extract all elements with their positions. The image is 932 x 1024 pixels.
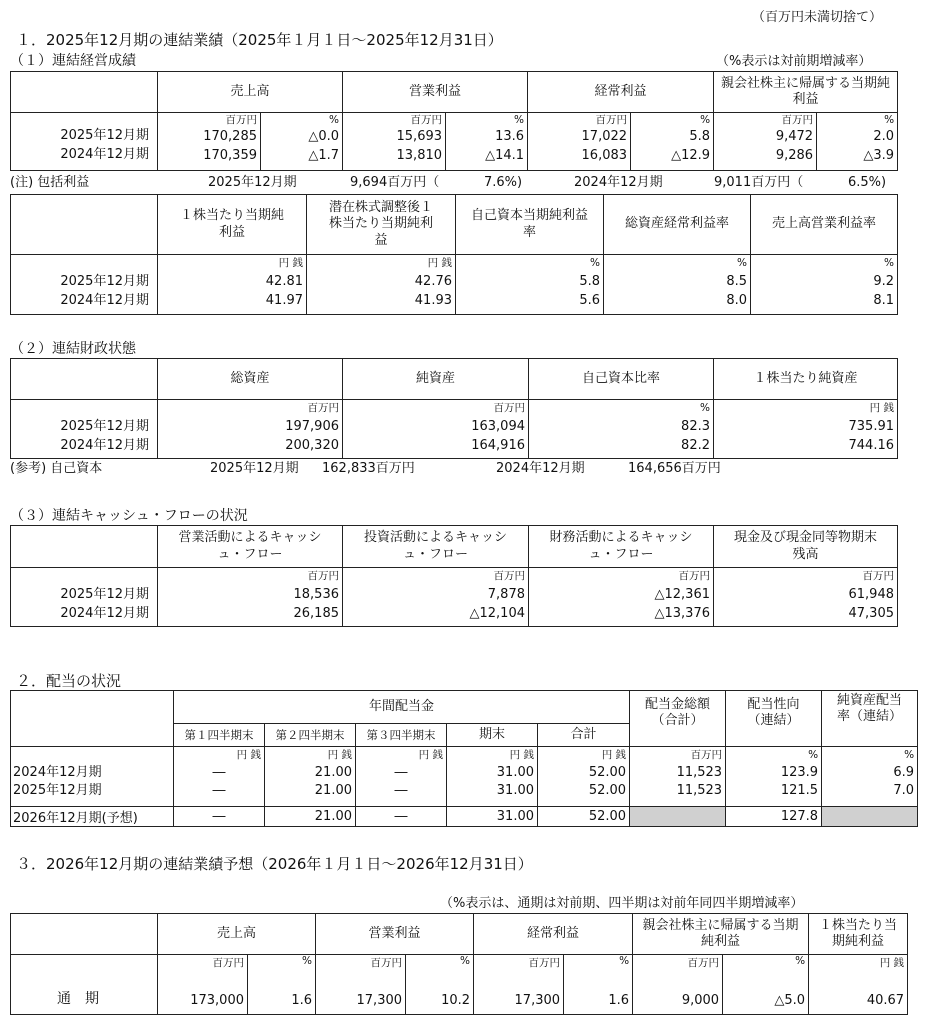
row-label: 2025年12月期 <box>60 419 149 434</box>
cell-value: 173,000 <box>190 993 244 1008</box>
header-sales: 売上高 <box>158 72 343 113</box>
header-doe: 純資産配当率（連結） <box>822 691 918 747</box>
header-investing-cf: 投資活動によるキャッシュ・フロー <box>343 526 529 568</box>
cell-value: 2.0 <box>873 129 895 144</box>
ref-value-1: 162,833百万円 <box>322 461 415 476</box>
unit: 円 銭 <box>879 957 905 969</box>
cell-value: 9.2 <box>873 274 894 289</box>
col-op-margin <box>751 255 898 315</box>
header-eps: １株当たり当期純利益 <box>809 914 908 955</box>
cell-value: 170,285 <box>203 129 257 144</box>
subsection-operating-results: （１）連結経営成績 <box>10 53 136 69</box>
col-ord-pct <box>631 113 714 171</box>
col-roe <box>456 255 604 315</box>
cell-value: 8.1 <box>873 293 894 308</box>
unit: 百万円 <box>307 402 339 414</box>
cell-value: 744.16 <box>848 438 894 453</box>
cell-value: ― <box>212 783 226 798</box>
row-label: 2024年12月期 <box>60 606 149 621</box>
header-year-end: 期末 <box>447 724 538 747</box>
cell-value: 5.8 <box>689 129 711 144</box>
col-total-assets <box>158 400 343 459</box>
header-equity-ratio: 自己資本比率 <box>529 359 714 400</box>
unit: 円 銭 <box>427 257 452 269</box>
corner-cell <box>11 359 158 400</box>
col-eps <box>158 255 307 315</box>
comp-rate-1: 7.6%) <box>484 175 523 190</box>
header-financing-cf: 財務活動によるキャッシュ・フロー <box>529 526 714 568</box>
header-roe: 自己資本当期純利益率 <box>456 195 604 255</box>
header-annual-dividend: 年間配当金 <box>174 691 630 724</box>
comp-value-2: 9,011百万円（ <box>714 175 804 190</box>
header-sales: 売上高 <box>158 914 316 955</box>
cell-value: 735.91 <box>848 419 894 434</box>
cell-value: 52.00 <box>588 783 627 798</box>
subsection-financial-position: （２）連結財政状態 <box>10 341 136 357</box>
row-label: 2024年12月期 <box>60 293 149 308</box>
section-2-title: ２．配当の状況 <box>16 672 122 690</box>
header-bps: １株当たり純資産 <box>714 359 898 400</box>
unit: % <box>619 955 630 967</box>
comp-period-1: 2025年12月期 <box>208 175 297 190</box>
section-1-title: １．2025年12月期の連結業績（2025年１月１日～2025年12月31日） <box>16 31 503 49</box>
header-operating-profit: 営業利益 <box>343 72 528 113</box>
cell-value: 1.6 <box>608 993 630 1008</box>
cell-value: 18,536 <box>293 587 339 602</box>
col-op <box>316 955 406 1015</box>
unit: 百万円 <box>212 957 244 969</box>
header-cash-equivalents: 現金及び現金同等物期末残高 <box>714 526 898 568</box>
cell-value: 127.8 <box>726 807 822 827</box>
cell-value: 17,300 <box>514 993 561 1008</box>
unit: % <box>302 955 313 967</box>
ref-period-1: 2025年12月期 <box>210 461 299 476</box>
header-ordinary-profit: 経常利益 <box>528 72 714 113</box>
col-net <box>714 113 817 171</box>
col-ord <box>474 955 564 1015</box>
unit: % <box>590 257 600 269</box>
col-cash-equivalents <box>714 568 898 627</box>
col-diluted-eps <box>307 255 456 315</box>
comp-rate-2: 6.5%) <box>848 175 887 190</box>
cell-value: 5.8 <box>579 274 600 289</box>
cell-value: 121.5 <box>780 783 819 798</box>
col-sales-pct <box>248 955 316 1015</box>
cell-value: ― <box>174 807 265 827</box>
row-labels <box>11 400 158 459</box>
col-eps <box>809 955 908 1015</box>
header-net-assets: 純資産 <box>343 359 529 400</box>
cell-value: 164,916 <box>471 438 525 453</box>
cell-value: 11,523 <box>676 783 723 798</box>
unit: % <box>795 955 806 967</box>
unit: 百万円 <box>862 570 894 582</box>
col-q2 <box>265 747 356 807</box>
header-ordinary-profit: 経常利益 <box>474 914 633 955</box>
unit: % <box>884 114 895 126</box>
unit: 円 銭 <box>601 749 627 761</box>
cell-value: 82.2 <box>681 438 710 453</box>
corner-cell <box>11 914 158 955</box>
unit: 百万円 <box>690 749 723 761</box>
cell-value: △12,361 <box>654 587 710 602</box>
col-op-pct <box>406 955 474 1015</box>
cell-value: 13,810 <box>396 148 443 163</box>
cell-value: 42.76 <box>414 274 452 289</box>
col-net-pct <box>817 113 898 171</box>
header-q1: 第１四半期末 <box>174 724 265 747</box>
comprehensive-income-label: (注) 包括利益 <box>10 175 90 190</box>
cell-value: 82.3 <box>681 419 710 434</box>
cell-value: 41.93 <box>414 293 452 308</box>
row-label: 2024年12月期 <box>60 147 149 162</box>
col-ord <box>528 113 631 171</box>
row-label: 2024年12月期 <box>13 765 102 780</box>
financial-position-table <box>10 358 898 459</box>
cell-value: △3.9 <box>863 148 895 163</box>
cell-value: 31.00 <box>496 783 534 798</box>
cell-value: 8.5 <box>726 274 747 289</box>
row-label: 2025年12月期 <box>60 128 149 143</box>
col-ord-pct <box>564 955 633 1015</box>
cell-value: 47,305 <box>848 606 894 621</box>
cell-value: △12,104 <box>469 606 525 621</box>
header-eps: １株当たり当期純利益 <box>158 195 307 255</box>
cell-value: 42.81 <box>265 274 303 289</box>
col-op <box>343 113 446 171</box>
cell-value: 26,185 <box>293 606 339 621</box>
per-share-table <box>10 194 898 315</box>
unit: 円 銭 <box>509 749 534 761</box>
header-q2: 第２四半期末 <box>265 724 356 747</box>
header-operating-cf: 営業活動によるキャッシュ・フロー <box>158 526 343 568</box>
col-total <box>538 747 630 807</box>
cell-value: 52.00 <box>538 807 630 827</box>
row-label: 2024年12月期 <box>60 438 149 453</box>
unit: % <box>329 114 340 126</box>
unit: 百万円 <box>410 114 443 126</box>
unit: 百万円 <box>493 402 525 414</box>
header-net-income: 親会社株主に帰属する当期純利益 <box>633 914 809 955</box>
header-total: 合計 <box>538 724 630 747</box>
cell-value: ― <box>356 807 447 827</box>
unit: 百万円 <box>225 114 257 126</box>
cell-value: 6.9 <box>893 765 915 780</box>
row-label: 2025年12月期 <box>13 783 102 798</box>
unit: 円 銭 <box>869 402 894 414</box>
cell-value: 52.00 <box>588 765 627 780</box>
cell-value: 17,022 <box>581 129 628 144</box>
row-labels <box>11 568 158 627</box>
cell-value: ― <box>212 765 226 780</box>
unit: 百万円 <box>595 114 628 126</box>
col-investing-cf <box>343 568 529 627</box>
cell-value: 197,906 <box>285 419 339 434</box>
cell-value: 9,472 <box>775 129 814 144</box>
corner-cell <box>11 195 158 255</box>
header-operating-profit: 営業利益 <box>316 914 474 955</box>
cell-value: 200,320 <box>285 438 339 453</box>
corner-cell <box>11 72 158 113</box>
col-sales-pct <box>261 113 343 171</box>
col-q1 <box>174 747 265 807</box>
col-roa <box>604 255 751 315</box>
header-payout-ratio: 配当性向（連結） <box>726 691 822 747</box>
row-label: 2025年12月期 <box>60 274 149 289</box>
unit: 百万円 <box>528 957 561 969</box>
cell-value: 1.6 <box>291 993 313 1008</box>
cell-value: ― <box>394 783 408 798</box>
cell-value: 40.67 <box>866 993 905 1008</box>
cell-value: △12.9 <box>671 148 711 163</box>
cell-value: 41.97 <box>265 293 303 308</box>
subsection-cash-flow: （３）連結キャッシュ・フローの状況 <box>10 508 248 524</box>
dividends-table <box>10 690 918 827</box>
unit: 円 銭 <box>418 749 443 761</box>
col-equity-ratio <box>529 400 714 459</box>
row-labels <box>11 255 158 315</box>
row-label: 2025年12月期 <box>60 587 149 602</box>
unit: % <box>737 257 747 269</box>
unit: 百万円 <box>493 570 525 582</box>
row-labels <box>11 113 158 171</box>
cell-value: 61,948 <box>848 587 894 602</box>
col-operating-cf <box>158 568 343 627</box>
col-op-pct <box>446 113 528 171</box>
cell-value: 163,094 <box>471 419 525 434</box>
corner-cell <box>11 526 158 568</box>
cell-value: △14.1 <box>485 148 525 163</box>
cell-value: 21.00 <box>265 807 356 827</box>
ref-period-2: 2024年12月期 <box>496 461 585 476</box>
pct-note: （%表示は対前期増減率） <box>716 54 872 69</box>
unit: 百万円 <box>370 957 403 969</box>
cell-value: 9,286 <box>775 148 814 163</box>
corner-cell <box>11 691 174 747</box>
cell-value: 31.00 <box>447 807 538 827</box>
col-year-end <box>447 747 538 807</box>
row-labels <box>11 747 174 807</box>
unit: 円 銭 <box>278 257 303 269</box>
operating-results-table <box>10 71 898 171</box>
cell-value: 13.6 <box>495 129 525 144</box>
unit: 円 銭 <box>327 749 352 761</box>
cell-value: 10.2 <box>441 993 471 1008</box>
cell-shaded <box>822 807 918 827</box>
unit: 百万円 <box>678 570 710 582</box>
cell-value: △13,376 <box>654 606 710 621</box>
comp-period-2: 2024年12月期 <box>574 175 663 190</box>
unit: 百万円 <box>781 114 814 126</box>
unit: % <box>808 749 819 761</box>
header-q3: 第３四半期末 <box>356 724 447 747</box>
forecast-table <box>10 913 908 1015</box>
unit: % <box>514 114 525 126</box>
cell-value: △0.0 <box>308 129 340 144</box>
unit: % <box>884 257 894 269</box>
header-roa: 総資産経常利益率 <box>604 195 751 255</box>
col-bps <box>714 400 898 459</box>
col-q3 <box>356 747 447 807</box>
col-total-dividend <box>630 747 726 807</box>
row-label: 通 期 <box>11 955 158 1015</box>
cell-value: ― <box>394 765 408 780</box>
header-total-dividend: 配当金総額（合計） <box>630 691 726 747</box>
unit: 百万円 <box>687 957 720 969</box>
cell-value: 7,878 <box>487 587 525 602</box>
cell-value: 5.6 <box>579 293 600 308</box>
unit: % <box>460 955 471 967</box>
header-diluted-eps: 潜在株式調整後１株当たり当期純利益 <box>307 195 456 255</box>
unit: 円 銭 <box>236 749 261 761</box>
col-net <box>633 955 723 1015</box>
cell-value: 21.00 <box>314 783 352 798</box>
col-financing-cf <box>529 568 714 627</box>
cell-value: 17,300 <box>356 993 403 1008</box>
cell-value: △1.7 <box>308 148 340 163</box>
comp-value-1: 9,694百万円（ <box>350 175 440 190</box>
cell-value: 11,523 <box>676 765 723 780</box>
col-net-pct <box>723 955 809 1015</box>
unit: 百万円 <box>307 570 339 582</box>
cell-value: 7.0 <box>893 783 915 798</box>
col-payout-ratio <box>726 747 822 807</box>
header-op-margin: 売上高営業利益率 <box>751 195 898 255</box>
col-doe <box>822 747 918 807</box>
unit: % <box>700 402 710 414</box>
cell-value: 170,359 <box>203 148 257 163</box>
cell-value: 8.0 <box>726 293 747 308</box>
row-label: 2026年12月期(予想) <box>11 807 174 827</box>
unit-note: （百万円未満切捨て） <box>752 10 883 25</box>
col-sales <box>158 955 248 1015</box>
cell-value: 31.00 <box>496 765 534 780</box>
cell-value: 9,000 <box>681 993 720 1008</box>
cell-shaded <box>630 807 726 827</box>
forecast-pct-note: （%表示は、通期は対前期、四半期は対前年同四半期増減率） <box>440 896 804 911</box>
col-sales <box>158 113 261 171</box>
header-net-income: 親会社株主に帰属する当期純利益 <box>714 72 898 113</box>
unit: % <box>700 114 711 126</box>
cell-value: 123.9 <box>780 765 819 780</box>
equity-reference-label: (参考) 自己資本 <box>10 461 103 476</box>
cash-flow-table <box>10 525 898 627</box>
section-3-title: ３．2026年12月期の連結業績予想（2026年１月１日～2026年12月31日） <box>16 855 533 873</box>
ref-value-2: 164,656百万円 <box>628 461 721 476</box>
cell-value: 21.00 <box>314 765 352 780</box>
cell-value: 15,693 <box>396 129 443 144</box>
col-net-assets <box>343 400 529 459</box>
cell-value: △5.0 <box>774 993 806 1008</box>
unit: % <box>904 749 915 761</box>
cell-value: 16,083 <box>581 148 628 163</box>
header-total-assets: 総資産 <box>158 359 343 400</box>
